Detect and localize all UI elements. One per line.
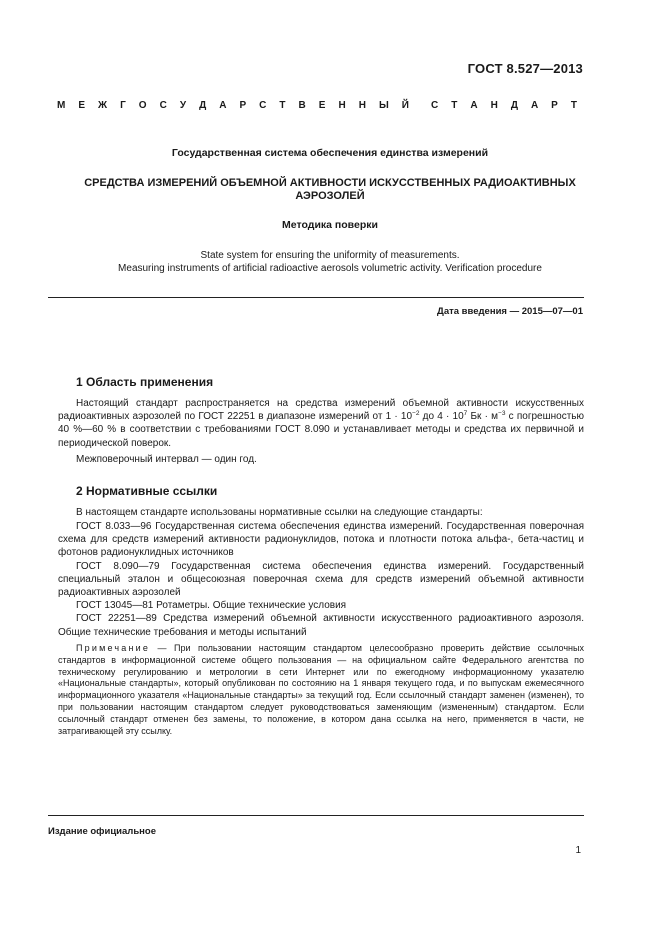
interstate-word: М Е Ж Г О С У Д А Р С Т В Е Н Н Ы Й [57,100,409,111]
top-divider [48,297,584,298]
english-title-line2: Measuring instruments of artificial radioactive aerosols volumetric activity. Verification procedure [118,263,542,274]
section-1-heading: 1 Область применения [76,375,214,389]
reference-item: ГОСТ 8.090—79 Государственная система обеспечения единства измерений. Государственный специальный эталон и общесоюзная поверочная схема для средств измерений объемной активности радиоактивных аэрозолей [58,560,584,599]
exponent: 7 [463,410,468,418]
reference-item: ГОСТ 8.033—96 Государственная система обеспечения единства измерений. Государственная поверочная схема для средств измерений активности радионуклидов, потока и плотности потока альфа-, бета-частиц и фотонов радионуклидных источников [58,521,584,559]
scope-text-d: с погрешностью 40 %—60 % в соответствии с требованиями ГОСТ 8.090 и устанавливает методы и средства их первичной и периодической поверок. [58,411,584,449]
document-subtitle: Методика поверки [282,219,378,231]
section-2-intro-paragraph: В настоящем стандарте использованы нормативные ссылки на следующие стандарты: [76,507,483,518]
english-title [40,249,620,275]
scope-text-c: Бк · м [467,411,499,423]
english-title-line1: State system for ensuring the uniformity of measurements. [200,250,460,261]
footer-divider [48,815,584,816]
document-title-line1: СРЕДСТВА ИЗМЕРЕНИЙ ОБЪЕМНОЙ АКТИВНОСТИ ИСКУССТВЕННЫХ РАДИОАКТИВНЫХ [84,177,576,189]
reference-item: ГОСТ 22251—89 Средства измерений объемной активности искусственного радиоактивного аэрозоля. Общие технические требования и методы испытаний [58,613,584,638]
scope-text-a: Настоящий стандарт распространяется на средства измерений объемной активности искусственных радиоактивных аэрозолей по ГОСТ 22251 в диапазоне измерений от 1 · 10 [58,398,584,423]
normative-references-list [58,520,584,639]
section-1-paragraph-scope [58,397,584,450]
introduction-date: Дата введения — 2015—07—01 [437,306,583,317]
interstate-standard-header [57,100,577,111]
document-title [40,177,620,203]
official-edition-label: Издание официальное [48,826,156,837]
system-title: Государственная система обеспечения единства измерений [171,147,489,159]
exponent: −2 [412,410,420,418]
scope-text-b: до 4 · 10 [419,411,464,423]
note-text: — При пользовании настоящим стандартом целесообразно проверить действие ссылочных стандартов в информационной системе общего пользования — на официальном сайте Федерального агентства по техническому регулированию и метрологии в сети Интернет или по ежегодному информационному указателю «Национальные стандарты», который опубликован по состоянию на 1 января текущего года, и по выпускам ежемесячного информационного указателя «Национальные стандарты» за текущий год. Если ссылочный стандарт заменен (изменен), то при пользовании настоящим стандартом следует руководствоваться заменяющим (измененным) стандартом. Если ссылочный стандарт отменен без замены, то положение, в котором дана ссылка на него, применяется в части, не затрагивающей эту ссылку. [58,643,584,736]
page-number: 1 [575,845,581,856]
note-block [58,643,584,737]
note-label: Примечание [76,643,151,653]
document-code: ГОСТ 8.527—2013 [467,61,583,76]
standard-word: С Т А Н Д А Р Т [431,100,577,111]
exponent: −3 [498,410,506,418]
section-1-paragraph-interval: Межповерочный интервал — один год. [76,454,257,465]
reference-item: ГОСТ 13045—81 Ротаметры. Общие технические условия [76,600,347,612]
document-title-line2: АЭРОЗОЛЕЙ [295,190,365,202]
section-2-heading: 2 Нормативные ссылки [76,484,218,498]
